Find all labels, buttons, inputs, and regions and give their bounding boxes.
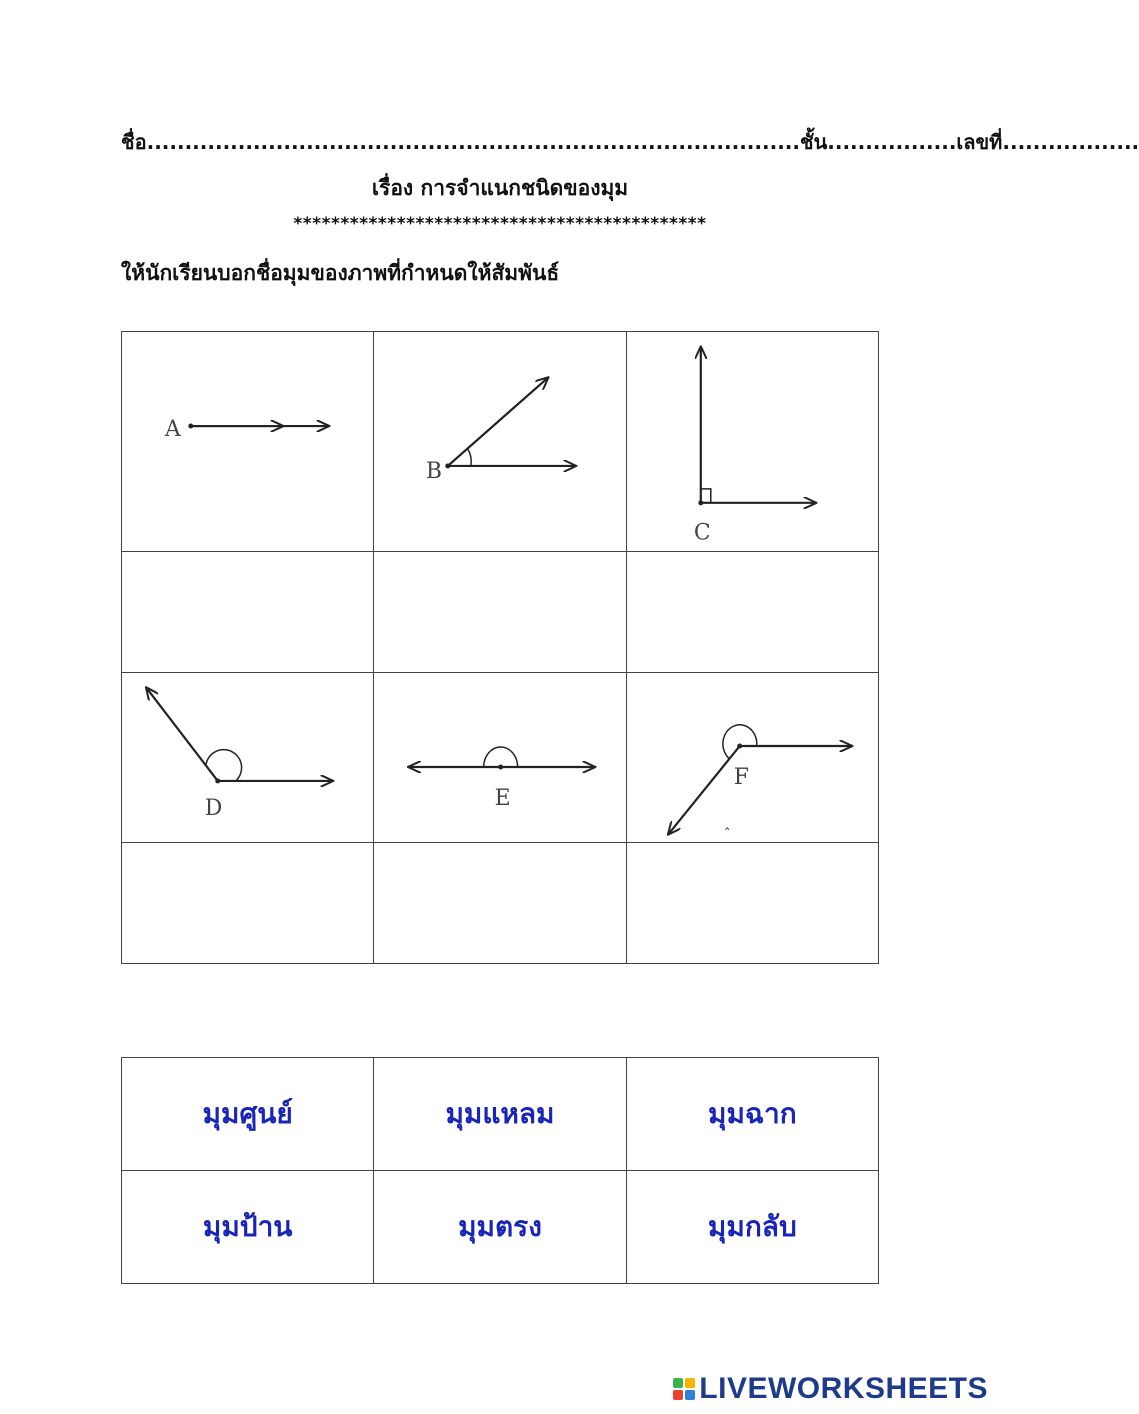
word-bank <box>121 1057 879 1284</box>
word-straight-angle[interactable]: มุมตรง <box>374 1171 626 1284</box>
figure-label-a: A <box>164 417 181 443</box>
acute-angle-figure <box>374 332 625 551</box>
figure-cell-e <box>374 673 626 843</box>
word-acute-angle[interactable]: มุมแหลม <box>374 1058 626 1171</box>
figure-cell-c <box>626 332 878 552</box>
logo-text: LIVEWORKSHEETS <box>699 1372 988 1405</box>
name-blank: ...................................................................................... <box>146 130 800 154</box>
right-angle-figure <box>627 332 878 551</box>
word-reflex-angle[interactable]: มุมกลับ <box>626 1171 878 1284</box>
answer-box-a[interactable] <box>122 552 374 673</box>
divider-stars: ******************************************** <box>293 214 707 234</box>
word-zero-angle[interactable]: มุมศูนย์ <box>122 1058 374 1171</box>
figure-cell-a <box>122 332 374 552</box>
figure-label-b: B <box>426 458 443 484</box>
student-info-line <box>121 126 1139 158</box>
answer-box-c[interactable] <box>626 552 878 673</box>
zero-angle-figure <box>122 332 373 551</box>
obtuse-angle-figure <box>122 673 373 842</box>
figure-label-f: F <box>733 764 749 790</box>
straight-angle-figure <box>374 673 625 842</box>
figure-label-c: C <box>693 520 711 546</box>
answer-box-b[interactable] <box>374 552 626 673</box>
number-label: เลขที่ <box>956 130 1003 154</box>
figure-label-e: E <box>495 785 512 811</box>
figure-cell-d <box>122 673 374 843</box>
figure-cell-b <box>374 332 626 552</box>
figure-cell-f <box>626 673 878 843</box>
answer-box-e[interactable] <box>374 843 626 964</box>
class-blank: ................. <box>827 130 957 154</box>
logo-mark-icon <box>673 1378 695 1400</box>
answer-box-f[interactable] <box>626 843 878 964</box>
worksheet-title: เรื่อง การจำแนกชนิดของมุม <box>371 176 629 200</box>
name-label: ชื่อ <box>121 130 147 154</box>
instruction-text: ให้นักเรียนบอกชื่อมุมของภาพที่กำหนดให้สัมพันธ์ <box>121 261 560 285</box>
angle-figures-grid <box>121 331 879 964</box>
answer-box-d[interactable] <box>122 843 374 964</box>
number-blank: .................. <box>1002 130 1139 154</box>
word-right-angle[interactable]: มุมฉาก <box>626 1058 878 1171</box>
stray-mark: ˆ <box>723 826 731 843</box>
figure-label-d: D <box>204 795 223 821</box>
word-obtuse-angle[interactable]: มุมป้าน <box>122 1171 374 1284</box>
reflex-angle-figure <box>627 673 878 842</box>
liveworksheets-logo <box>673 1372 988 1406</box>
class-label: ชั้น <box>800 130 828 154</box>
